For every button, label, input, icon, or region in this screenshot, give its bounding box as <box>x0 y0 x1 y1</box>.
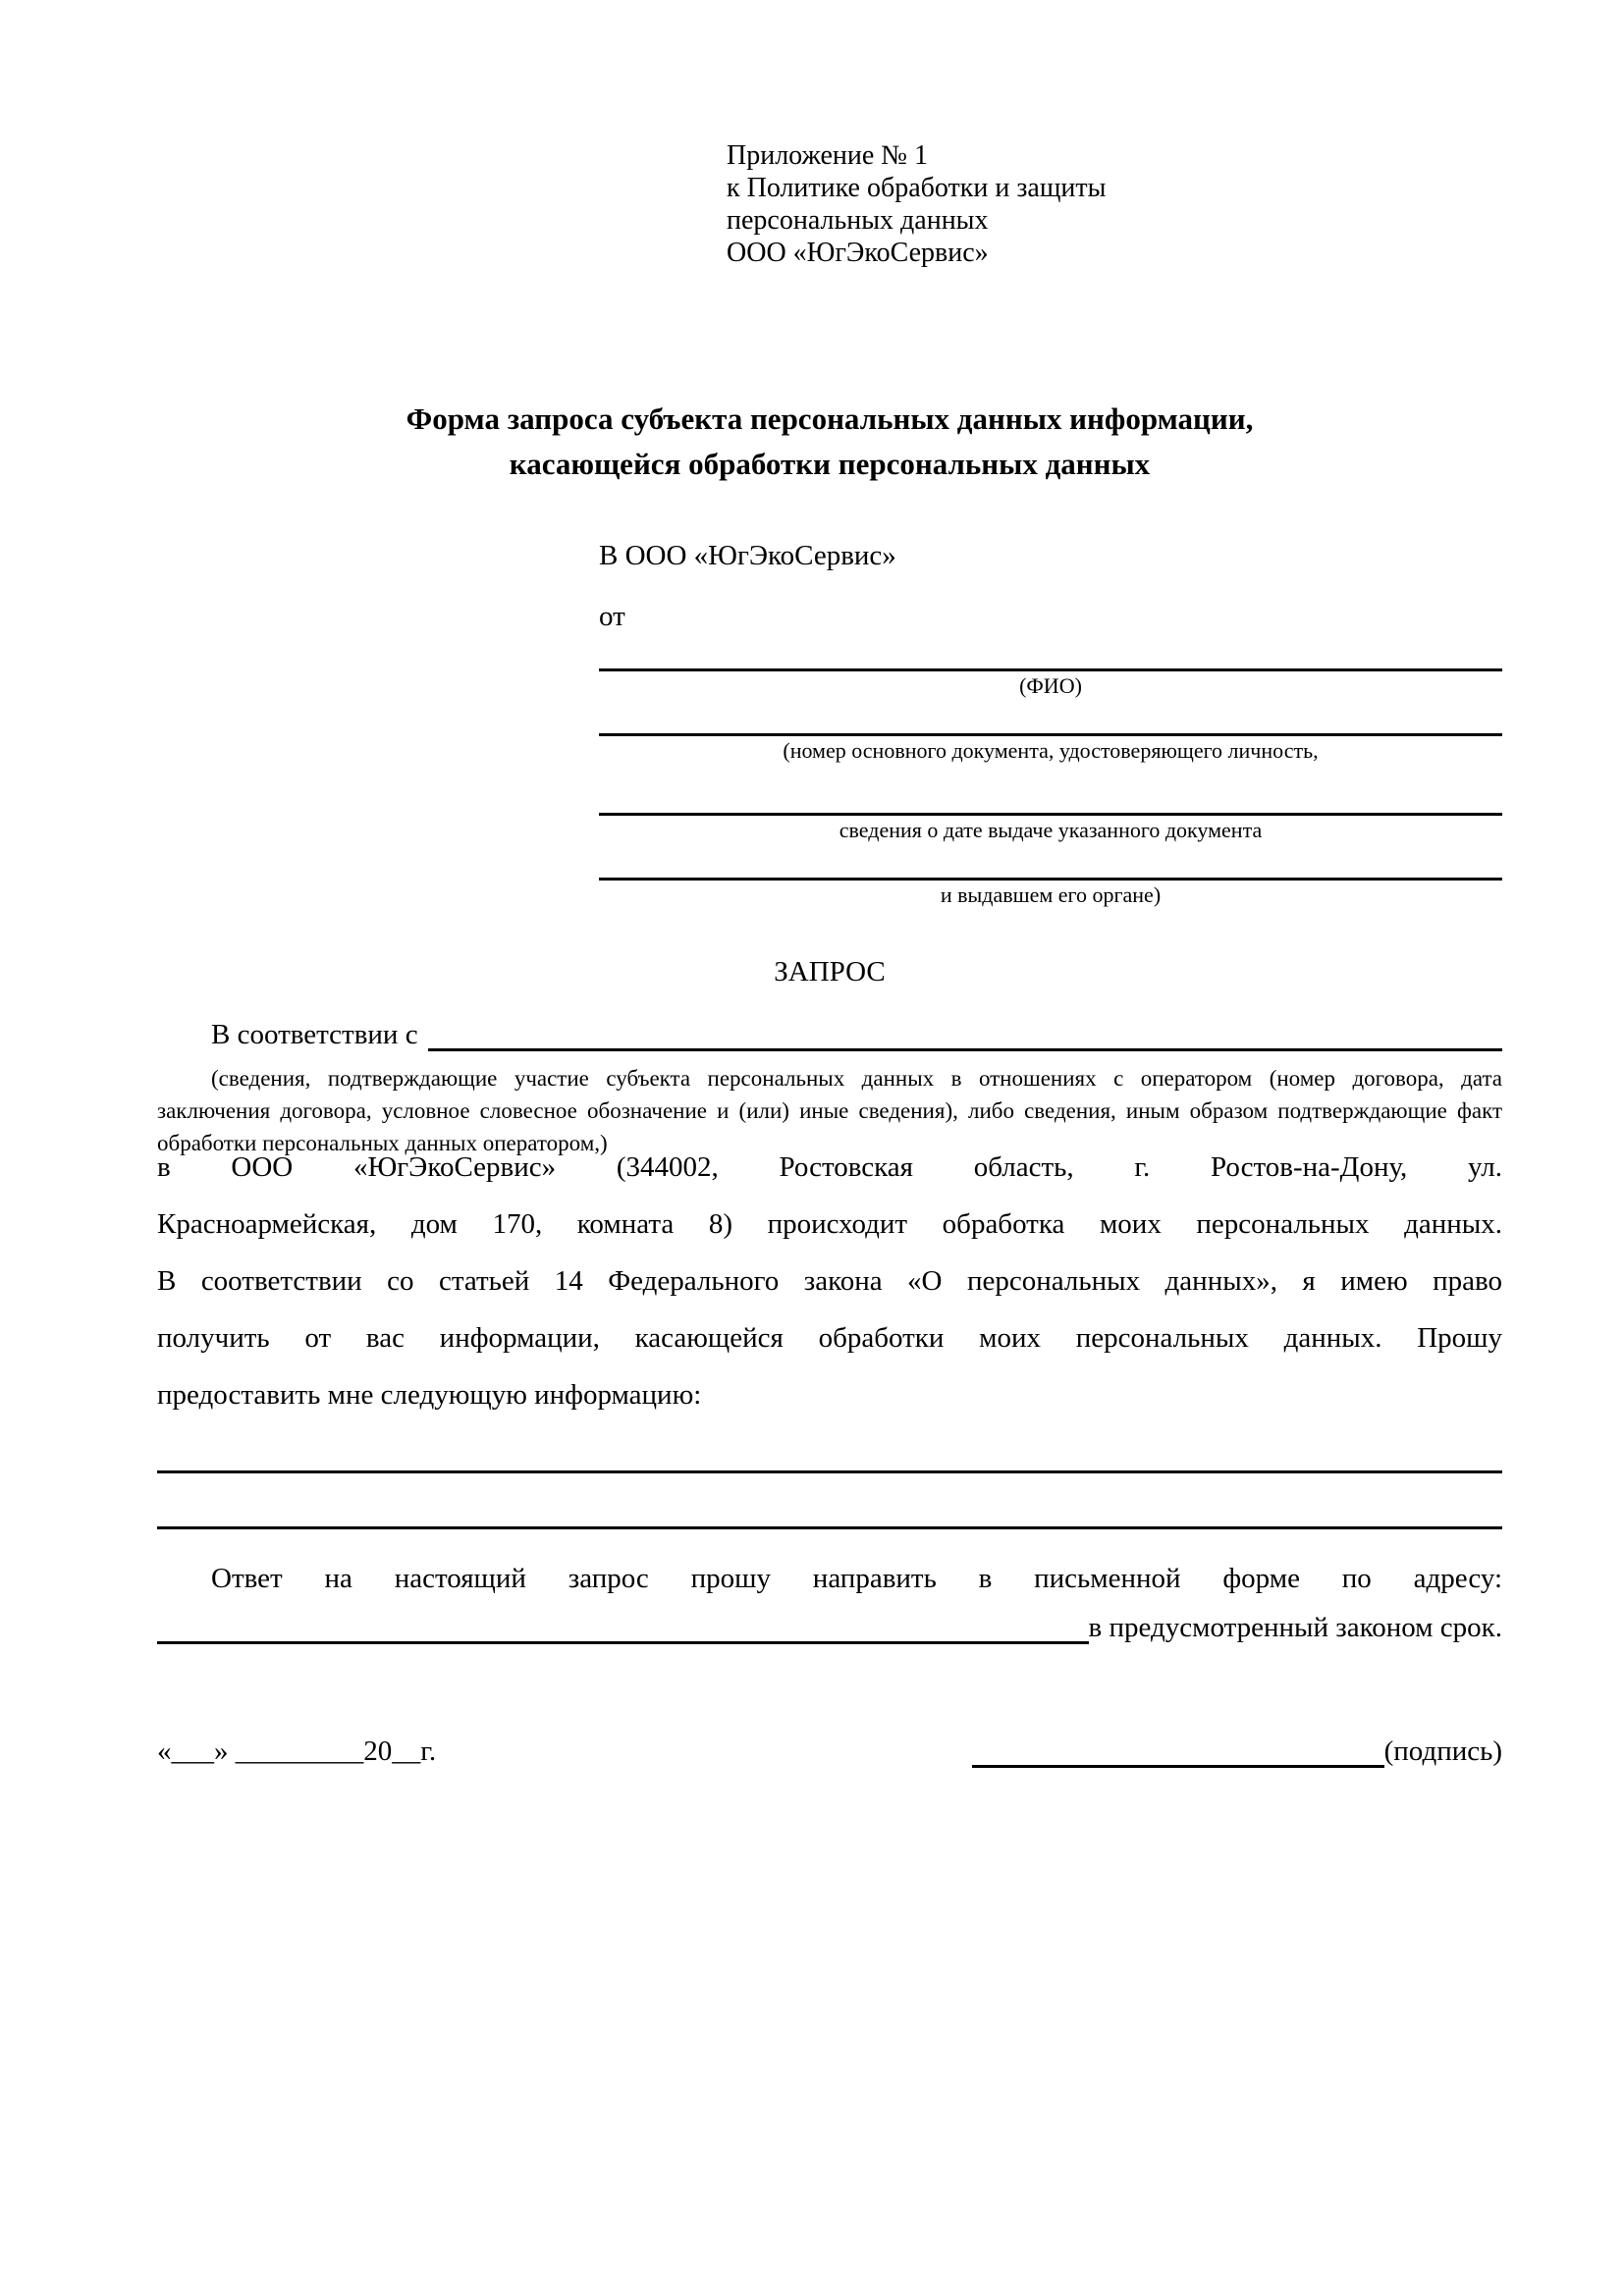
footer-row <box>157 1735 1502 1768</box>
document-number-blank-line[interactable] <box>599 699 1502 736</box>
document-number-caption: (номер основного документа, удостоверяющего личность, <box>783 738 1319 763</box>
issuing-authority-caption: и выдавшем его органе) <box>940 882 1162 907</box>
address-line <box>157 1610 1502 1644</box>
issuing-authority-field <box>599 843 1502 908</box>
body-line: получить от вас информации, касающейся обработки моих персональных данных. Прошу <box>157 1322 1502 1354</box>
appendix-header-line: Приложение № 1 <box>727 140 928 171</box>
addressee-to: В ООО «ЮгЭкоСервис» <box>599 540 896 571</box>
document-title <box>157 397 1502 487</box>
issue-date-blank-line[interactable] <box>599 764 1502 816</box>
fio-blank-line[interactable] <box>599 633 1502 671</box>
according-blank-line[interactable] <box>428 1019 1502 1051</box>
according-line <box>157 1019 1502 1051</box>
date-line[interactable]: «___» _________20__г. <box>157 1735 437 1767</box>
according-note-line: заключения договора, условное словесное обозначение и (или) иные сведения), либо сведения, иным образом подтверждающие факт <box>157 1098 1502 1123</box>
according-lead: В соответствии с <box>211 1019 418 1050</box>
according-note-line: обработки персональных данных оператором,) <box>157 1131 608 1155</box>
issue-date-field <box>599 764 1502 843</box>
body-line: предоставить мне следующую информацию: <box>157 1379 702 1411</box>
appendix-header-line: персональных данных <box>727 205 989 236</box>
addressee-from-label: от <box>599 601 625 632</box>
body-paragraph <box>157 1139 1502 1423</box>
fio-caption: (ФИО) <box>1019 673 1082 698</box>
fio-field <box>599 633 1502 699</box>
issue-date-caption: сведения о дате выдаче указанного документа <box>839 818 1263 842</box>
document-title-line: касающейся обработки персональных данных <box>509 447 1151 481</box>
appendix-header-line: ООО «ЮгЭкоСервис» <box>727 238 989 268</box>
document-title-line: Форма запроса субъекта персональных данных информации, <box>406 401 1254 436</box>
information-blank-line[interactable] <box>157 1495 1502 1529</box>
body-line: в ООО «ЮгЭкоСервис» (344002, Ростовская область, г. Ростов-на-Дону, ул. <box>157 1151 1502 1183</box>
according-note-line: (сведения, подтверждающие участие субъекта персональных данных в отношениях с оператором (номер договора, дата <box>211 1066 1502 1091</box>
body-line: В соответствии со статьей 14 Федерального закона «О персональных данных», я имею право <box>157 1265 1502 1297</box>
signature-blank-line[interactable] <box>972 1735 1384 1768</box>
answer-paragraph: Ответ на настоящий запрос прошу направить в письменной форме по адресу: <box>211 1563 1502 1594</box>
signature-group <box>972 1735 1502 1768</box>
issuing-authority-blank-line[interactable] <box>599 843 1502 881</box>
document-number-field <box>599 699 1502 764</box>
address-suffix: в предусмотренный законом срок. <box>1088 1612 1502 1643</box>
request-heading: ЗАПРОС <box>774 956 886 988</box>
appendix-header-line: к Политике обработки и защиты <box>727 173 1107 203</box>
appendix-header <box>727 139 1106 269</box>
information-blank-line[interactable] <box>157 1439 1502 1473</box>
addressee-block <box>599 540 1502 908</box>
signature-caption: (подпись) <box>1383 1735 1502 1767</box>
body-line: Красноармейская, дом 170, комната 8) происходит обработка моих персональных данных. <box>157 1208 1502 1240</box>
address-blank-line[interactable] <box>157 1610 1089 1644</box>
